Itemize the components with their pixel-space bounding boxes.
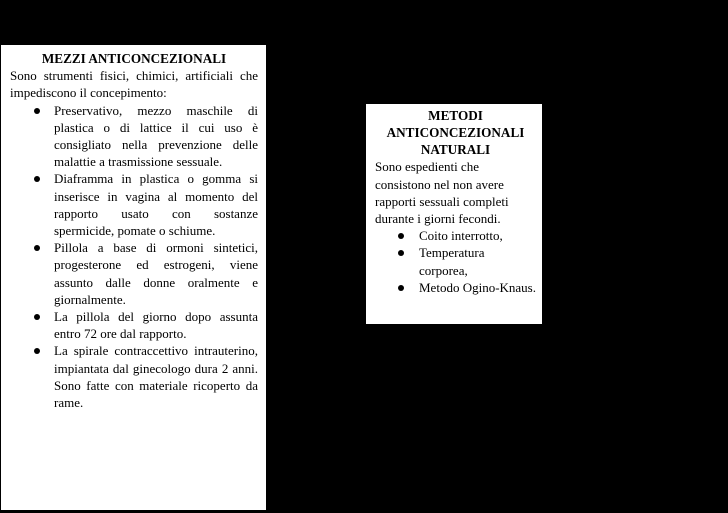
metodi-naturali-box xyxy=(366,104,542,324)
mezzi-intro: Sono strumenti fisici, chimici, artificiali che impediscono il concepimento: xyxy=(10,68,258,101)
list-item-text: Diaframma in plastica o gomma si inserisce in vagina al momento del rapporto usato con sostanze spermicide, pomate o schiume. xyxy=(54,171,258,239)
list-item-text: Preservativo, mezzo maschile di plastica o di lattice il cui uso è consigliato nella prevenzione delle malattie a trasmissione sessuale. xyxy=(54,102,258,170)
list-item-text: Pillola a base di ormoni sintetici, progesterone ed estrogeni, viene assunto dalle donne oralmente e giornalmente. xyxy=(54,240,258,307)
mezzi-anticoncezionali-box xyxy=(1,45,266,510)
list-item-text: La pillola del giorno dopo assunta entro 72 ore dal rapporto. xyxy=(54,309,258,342)
bullet-icon xyxy=(398,285,404,291)
mezzi-title: MEZZI ANTICONCEZIONALI xyxy=(41,51,227,66)
list-item xyxy=(375,227,536,244)
metodi-title: METODI ANTICONCEZIONALI NATURALI xyxy=(386,108,525,157)
list-item xyxy=(375,244,536,278)
bullet-icon xyxy=(398,250,404,256)
metodi-intro: Sono espedienti che consistono nel non avere rapporti sessuali completi durante i giorni fecondi. xyxy=(375,159,509,226)
bullet-icon xyxy=(398,233,404,239)
list-item xyxy=(10,308,258,342)
mezzi-list xyxy=(10,102,258,412)
list-item xyxy=(10,239,258,308)
list-item xyxy=(10,342,258,411)
bullet-icon xyxy=(34,314,40,320)
list-item xyxy=(10,170,258,239)
bullet-icon xyxy=(34,245,40,251)
list-item-text: Coito interrotto, xyxy=(419,228,503,244)
bullet-icon xyxy=(34,348,40,354)
list-item xyxy=(375,279,536,296)
metodi-list xyxy=(375,227,536,296)
list-item-text: La spirale contraccettivo intrauterino, impiantata dal ginecologo dura 2 anni. Sono fatte con materiale ricoperto da rame. xyxy=(54,343,258,411)
bullet-icon xyxy=(34,108,40,114)
bullet-icon xyxy=(34,176,40,182)
list-item-text: Temperatura corporea, xyxy=(419,245,485,278)
list-item xyxy=(10,102,258,171)
list-item-text: Metodo Ogino-Knaus. xyxy=(419,279,536,295)
